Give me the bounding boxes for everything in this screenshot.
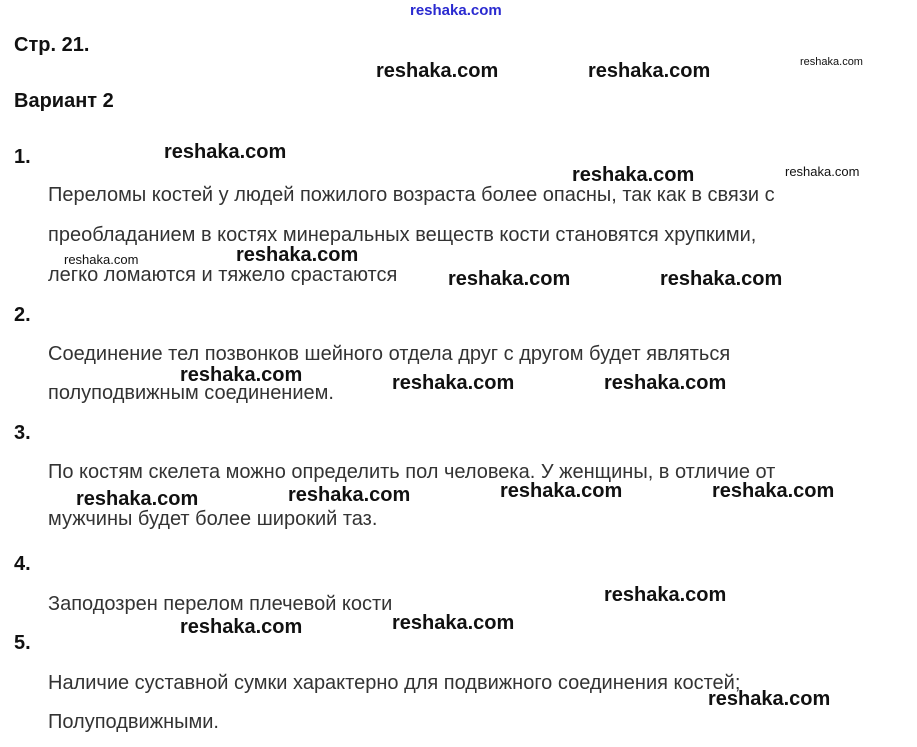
watermark: reshaka.com <box>448 268 571 290</box>
watermark: reshaka.com <box>180 616 303 638</box>
answer-1-line-3: легко ломаются и тяжело срастаются <box>48 264 398 286</box>
watermark: reshaka.com <box>410 2 502 19</box>
answer-1-line-2: преобладанием в костях минеральных веществ кости становятся хрупкими, <box>48 224 757 246</box>
answer-5-line-1: Наличие суставной сумки характерно для подвижного соединения костей; <box>48 672 741 694</box>
watermark: reshaka.com <box>164 141 287 163</box>
watermark: reshaka.com <box>180 364 303 386</box>
watermark: reshaka.com <box>76 488 199 510</box>
answer-3-line-2: мужчины будет более широкий таз. <box>48 508 378 530</box>
watermark: reshaka.com <box>64 252 139 267</box>
variant-heading: Вариант 2 <box>14 90 114 112</box>
watermark: reshaka.com <box>800 56 863 68</box>
watermark: reshaka.com <box>588 60 711 82</box>
answer-2-line-1: Соединение тел позвонков шейного отдела друг с другом будет являться <box>48 343 731 365</box>
answer-4-number: 4. <box>14 553 31 575</box>
watermark: reshaka.com <box>500 480 623 502</box>
watermark: reshaka.com <box>604 372 727 394</box>
watermark: reshaka.com <box>236 244 359 266</box>
answer-2-line-2: полуподвижным соединением. <box>48 382 334 404</box>
watermark: reshaka.com <box>785 164 860 179</box>
answer-1-number: 1. <box>14 146 31 168</box>
watermark: reshaka.com <box>572 164 695 186</box>
watermark: reshaka.com <box>660 268 783 290</box>
answer-4-line-1: Заподозрен перелом плечевой кости <box>48 593 393 615</box>
answer-3-line-1: По костям скелета можно определить пол человека. У женщины, в отличие от <box>48 461 776 483</box>
watermark: reshaka.com <box>392 612 515 634</box>
watermark: reshaka.com <box>712 480 835 502</box>
answer-2-number: 2. <box>14 304 31 326</box>
watermark: reshaka.com <box>392 372 515 394</box>
watermark: reshaka.com <box>376 60 499 82</box>
page-number-heading: Стр. 21. <box>14 34 90 56</box>
watermark: reshaka.com <box>604 584 727 606</box>
watermark: reshaka.com <box>288 484 411 506</box>
watermark: reshaka.com <box>708 688 831 710</box>
answer-3-number: 3. <box>14 422 31 444</box>
answer-5-line-2: Полуподвижными. <box>48 711 219 733</box>
answer-5-number: 5. <box>14 632 31 654</box>
answer-1-line-1: Переломы костей у людей пожилого возраста более опасны, так как в связи с <box>48 184 775 206</box>
